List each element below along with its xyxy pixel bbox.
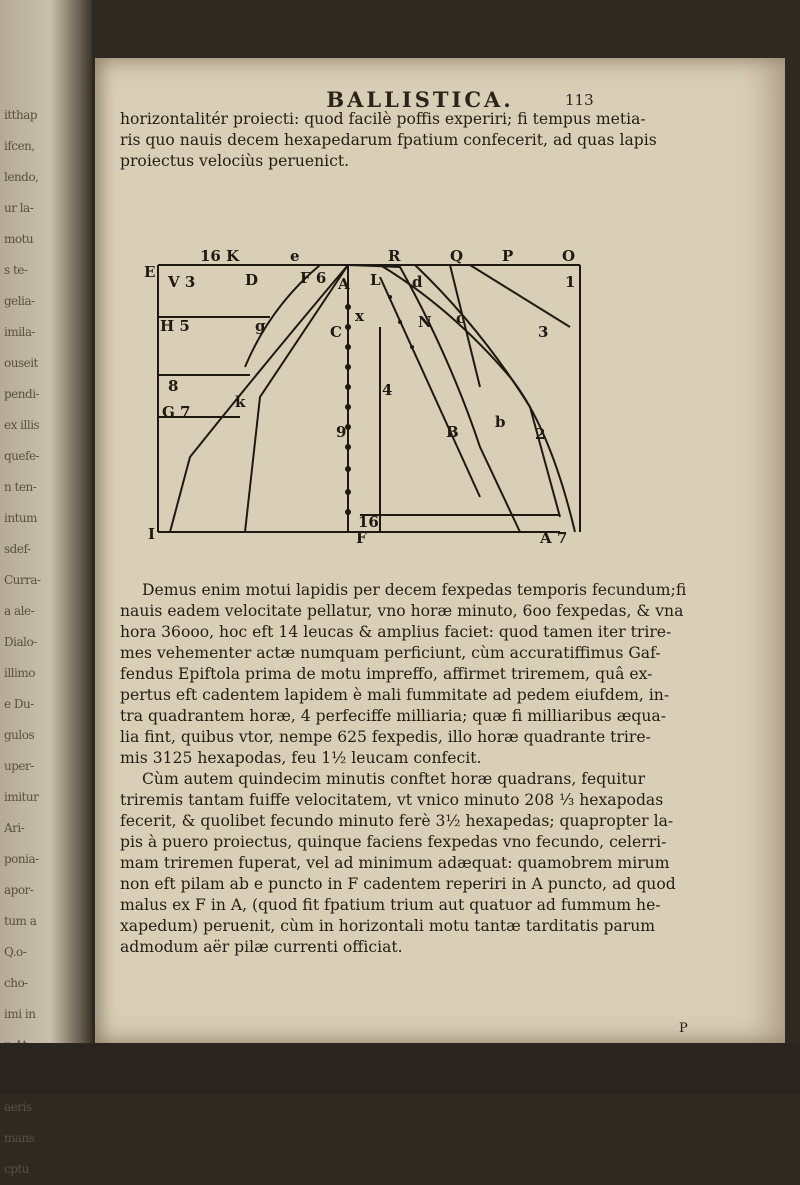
label-F-bottom: F <box>356 529 367 547</box>
margin-fragment: imitur <box>4 790 39 804</box>
margin-fragment: uper- <box>4 759 34 773</box>
trajectory-curve-left-2 <box>245 265 348 532</box>
margin-fragment: gulos <box>4 728 35 742</box>
fall-dot <box>345 466 351 472</box>
margin-fragment: mans <box>4 1131 35 1145</box>
fall-dot <box>388 295 392 299</box>
label-1: 1 <box>565 273 576 291</box>
margin-fragment: a ale- <box>4 604 35 618</box>
label-C: C <box>330 323 342 341</box>
text-line: Cùm autem quindecim minutis conftet horæ quadrans, fequitur <box>142 770 646 788</box>
text-line: nauis eadem velocitate pellatur, vno horæ minuto, 6oo fexpedas, & vna <box>120 602 684 620</box>
trajectory-curve-right <box>348 265 520 532</box>
label-D: D <box>245 271 259 289</box>
trajectory-curve-right-3 <box>415 265 560 517</box>
label-A: A <box>338 275 350 293</box>
margin-fragment: motu <box>4 232 34 246</box>
text-line: pertus eft cadentem lapidem è mali fummitate ad pedem eiufdem, in- <box>120 686 670 704</box>
label-N: N <box>418 313 432 331</box>
margin-fragment: quefe- <box>4 449 40 463</box>
intro-paragraph <box>120 109 730 172</box>
text-line: admodum aër pilæ currenti officiat. <box>120 938 403 956</box>
margin-fragment: ex illis <box>4 418 40 432</box>
label-d: d <box>412 273 423 291</box>
margin-fragment: cho- <box>4 976 28 990</box>
label-H5: H 5 <box>160 317 190 335</box>
fall-dot <box>345 304 351 310</box>
text-line: xapedum) peruenit, cùm in horizontali motu tantæ tarditatis parum <box>120 917 656 935</box>
margin-fragment: tum a <box>4 914 37 928</box>
margin-fragment: Curra- <box>4 573 41 587</box>
text-line: mes vehementer actæ numquam perficiunt, cùm accuratiffimus Gaf- <box>120 644 661 662</box>
fall-dot <box>345 344 351 350</box>
running-title: BALLISTICA. <box>326 87 514 112</box>
label-c: c <box>456 309 466 327</box>
diagram-svg <box>144 247 610 547</box>
fall-dot <box>345 489 351 495</box>
text-line: fecerit, & quolibet fecundo minuto ferè 3½ hexapedas; quapropter la- <box>120 812 674 830</box>
text-line: triremis tantam fuiffe velocitatem, vt vnico minuto 208 ⅓ hexapodas <box>120 791 664 809</box>
label-9: 9 <box>336 423 347 441</box>
label-I: I <box>148 525 156 543</box>
text-line: hora 36ooo, hoc eft 14 leucas & amplius faciet: quod tamen iter trire- <box>120 623 672 641</box>
text-line: tra quadrantem horæ, 4 perfeciffe milliaria; quæ fi milliaribus æqua- <box>120 707 666 725</box>
margin-fragment: ponia- <box>4 852 39 866</box>
margin-fragment: itthap <box>4 108 38 122</box>
text-line: fendus Epiftola prima de motu impreffo, affirmet triremem, quâ ex- <box>120 665 653 683</box>
label-G7: G 7 <box>162 403 191 421</box>
text-line: mis 3125 hexapodas, feu 1½ leucam confecit. <box>120 749 482 767</box>
label-k: k <box>235 393 246 411</box>
scan-background <box>0 1043 800 1094</box>
label-Q: Q <box>450 247 464 265</box>
text-line: Demus enim motui lapidis per decem fexpedas temporis fecundum;fi <box>142 581 687 599</box>
label-P: P <box>502 247 514 265</box>
margin-fragment: imila- <box>4 325 36 339</box>
margin-fragment: Dialo- <box>4 635 37 649</box>
margin-fragment: n ten- <box>4 480 37 494</box>
text-line: proiectus velociùs peruenict. <box>120 152 350 170</box>
fall-dot <box>345 384 351 390</box>
label-e-top: e <box>290 247 300 265</box>
margin-fragment: Q.o- <box>4 945 27 959</box>
margin-fragment: apor- <box>4 883 34 897</box>
label-O: O <box>562 247 576 265</box>
label-4: 4 <box>382 381 393 399</box>
text-line: pis à puero proiectus, quinque faciens fexpedas vno fecundo, celerri- <box>120 833 667 851</box>
text-line: mam triremen fuperat, vel ad minimum adæquat: quamobrem mirum <box>120 854 670 872</box>
label-b: b <box>495 413 506 431</box>
margin-fragment: s te- <box>4 263 28 277</box>
fall-dot <box>398 320 402 324</box>
label-B: B <box>446 423 459 441</box>
main-paragraph <box>120 580 740 958</box>
margin-fragment: ur la- <box>4 201 34 215</box>
label-F6: F 6 <box>300 269 327 287</box>
margin-fragment: pendi- <box>4 387 40 401</box>
margin-fragment: lendo, <box>4 170 39 184</box>
margin-fragment: aeris <box>4 1100 32 1114</box>
margin-fragment: intum <box>4 511 37 525</box>
facing-page-fragments <box>4 100 62 1176</box>
fall-dot <box>345 364 351 370</box>
fall-dot <box>410 345 414 349</box>
label-V3: V 3 <box>168 273 196 291</box>
label-E: E <box>144 263 156 281</box>
margin-fragment: ouseit <box>4 356 38 370</box>
page-number: 113 <box>565 91 594 109</box>
margin-fragment: cptu <box>4 1162 29 1176</box>
margin-fragment: gelia- <box>4 294 35 308</box>
text-line: ris quo nauis decem hexapedarum fpatium confecerit, ad quas lapis <box>120 131 657 149</box>
trajectory-diagram <box>144 247 610 547</box>
facing-page-edge <box>0 0 92 1176</box>
label-16: 16 <box>358 513 379 531</box>
label-g: g <box>255 317 266 335</box>
margin-fragment: imi in <box>4 1007 36 1021</box>
label-8: 8 <box>168 377 179 395</box>
text-line: horizontalitér proiecti: quod facilè poffis experiri; fi tempus metia- <box>120 110 646 128</box>
signature-mark: P <box>679 1021 688 1036</box>
fall-dot <box>345 404 351 410</box>
margin-fragment: Ari- <box>4 821 25 835</box>
margin-fragment: e Du- <box>4 697 34 711</box>
label-x: x <box>355 307 364 325</box>
label-A7: A 7 <box>540 529 568 547</box>
label-2: 2 <box>535 425 546 443</box>
trajectory-curve-right-4 <box>470 265 570 327</box>
label-3: 3 <box>538 323 549 341</box>
label-R: R <box>388 247 401 265</box>
margin-fragment: sdef- <box>4 542 31 556</box>
text-line: lia fint, quibus vtor, nempe 625 fexpedis, illo horæ quadrante trire- <box>120 728 651 746</box>
text-line: malus ex F in A, (quod fit fpatium trium aut quatuor ad fummum he- <box>120 896 661 914</box>
fall-dot <box>345 444 351 450</box>
label-16K: 16 K <box>200 247 240 265</box>
margin-fragment: illimo <box>4 666 35 680</box>
text-line: non eft pilam ab e puncto in F cadentem reperiri in A puncto, ad quod <box>120 875 676 893</box>
margin-fragment: ifcen, <box>4 139 35 153</box>
fall-dot <box>345 509 351 515</box>
fall-dot <box>345 324 351 330</box>
label-L: L <box>370 271 381 289</box>
